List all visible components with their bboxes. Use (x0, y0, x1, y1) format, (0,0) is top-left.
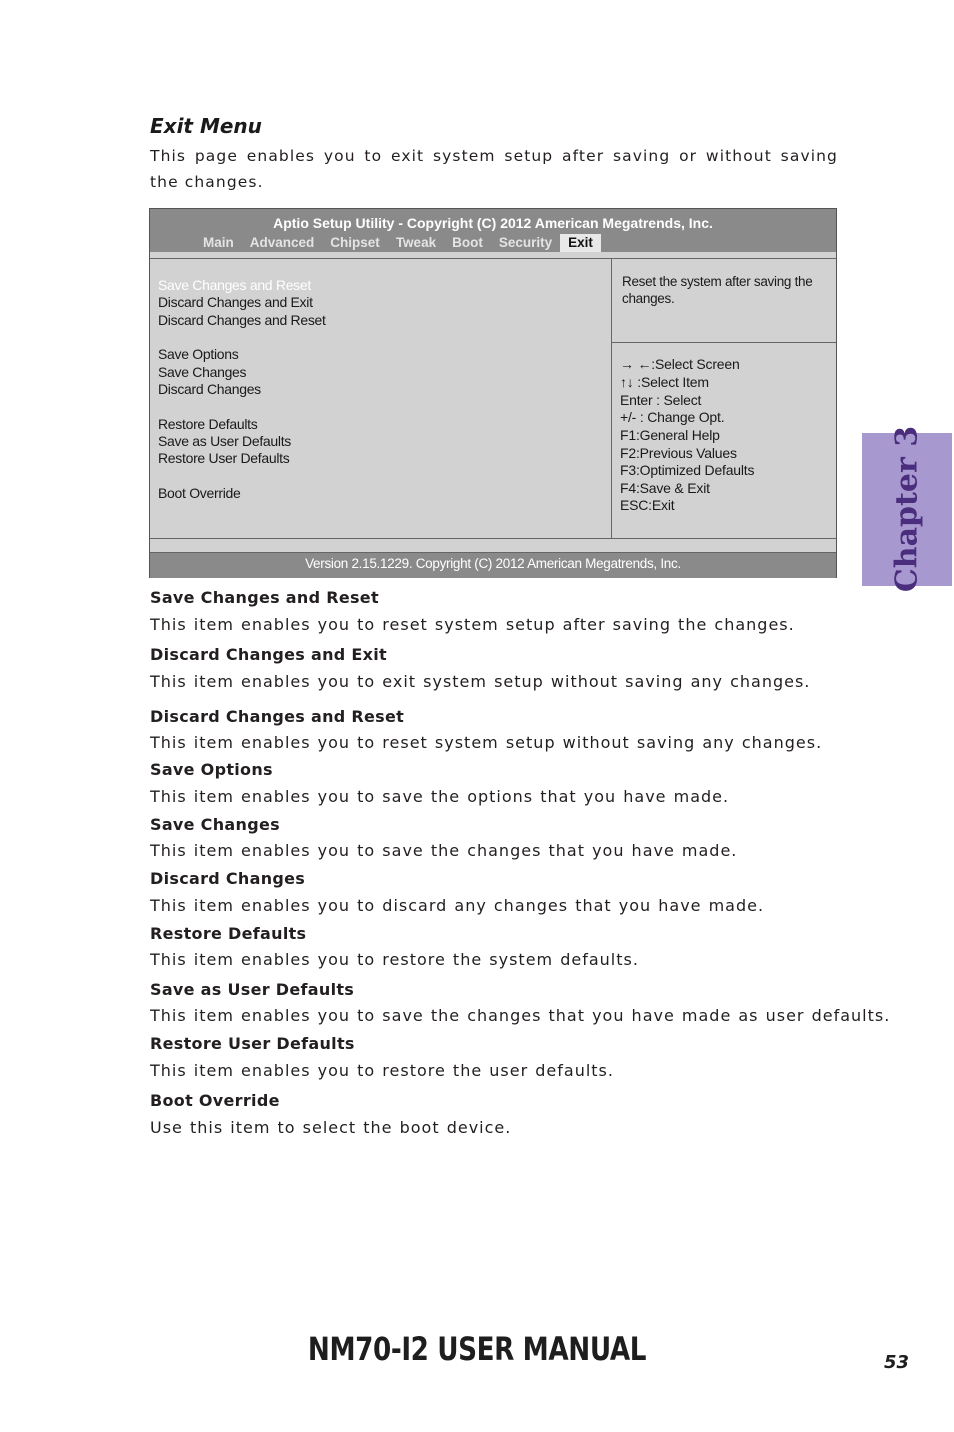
bios-title: Aptio Setup Utility - Copyright (C) 2012 American Megatrends, Inc. (273, 215, 713, 231)
desc-text-save-changes: This item enables you to save the changes that you have made. (150, 841, 738, 860)
key-optimized-defaults: F3:Optimized Defaults (620, 462, 755, 478)
desc-text-boot-override: Use this item to select the boot device. (150, 1118, 512, 1137)
key-save-exit: F4:Save & Exit (620, 480, 710, 496)
menu-item-restore-user-defaults[interactable]: Restore User Defaults (158, 450, 290, 466)
menu-item-save-options[interactable]: Save Options (158, 346, 239, 362)
bios-tab-bar (195, 234, 601, 252)
tab-tweak[interactable]: Tweak (395, 235, 437, 250)
bios-menu-panel (150, 258, 612, 538)
chapter-label: Chapter 3 (889, 425, 925, 593)
bios-header (150, 209, 836, 252)
desc-text-restore-user-defaults: This item enables you to restore the user defaults. (150, 1061, 614, 1080)
menu-item-discard-changes-and-exit[interactable]: Discard Changes and Exit (158, 294, 313, 310)
key-select-item: ↑↓ :Select Item (620, 374, 709, 390)
tab-exit[interactable]: Exit (560, 234, 601, 252)
tab-main[interactable]: Main (203, 235, 234, 250)
key-select-screen: → ←:Select Screen (620, 356, 740, 372)
tab-advanced[interactable]: Advanced (249, 235, 315, 250)
desc-text-save-as-user-defaults: This item enables you to save the changes that you have made as user defaults. (150, 1006, 891, 1025)
bios-key-legend (612, 343, 836, 538)
desc-title-discard-changes-and-exit: Discard Changes and Exit (150, 645, 387, 664)
menu-item-restore-defaults[interactable]: Restore Defaults (158, 416, 258, 432)
key-previous-values: F2:Previous Values (620, 445, 737, 461)
desc-title-restore-user-defaults: Restore User Defaults (150, 1034, 355, 1053)
bios-footer (150, 552, 836, 578)
desc-title-save-options: Save Options (150, 760, 273, 779)
section-title: Exit Menu (150, 114, 262, 138)
menu-item-save-changes-and-reset[interactable]: Save Changes and Reset (158, 277, 311, 293)
desc-title-save-changes-and-reset: Save Changes and Reset (150, 588, 379, 607)
desc-title-discard-changes-and-reset: Discard Changes and Reset (150, 707, 405, 726)
tab-chipset[interactable]: Chipset (330, 235, 380, 250)
menu-item-discard-changes-and-reset[interactable]: Discard Changes and Reset (158, 312, 326, 328)
desc-title-boot-override: Boot Override (150, 1091, 280, 1110)
bios-help-panel (612, 258, 836, 343)
desc-title-restore-defaults: Restore Defaults (150, 924, 307, 943)
menu-item-save-changes[interactable]: Save Changes (158, 364, 247, 380)
desc-title-save-as-user-defaults: Save as User Defaults (150, 980, 355, 999)
page-number: 53 (884, 1352, 910, 1373)
tab-security[interactable]: Security (498, 235, 553, 250)
key-general-help: F1:General Help (620, 427, 720, 443)
menu-item-save-as-user-defaults[interactable]: Save as User Defaults (158, 433, 291, 449)
key-esc-exit: ESC:Exit (620, 497, 675, 513)
bios-divider (150, 538, 836, 539)
desc-title-discard-changes: Discard Changes (150, 869, 306, 888)
desc-text-save-options: This item enables you to save the options that you have made. (150, 787, 730, 806)
desc-text-discard-changes-and-reset: This item enables you to reset system setup without saving any changes. (150, 733, 823, 752)
section-intro: This page enables you to exit system setup after saving or without saving the changes. (150, 147, 838, 191)
menu-item-boot-override[interactable]: Boot Override (158, 485, 241, 501)
bios-screen (149, 208, 837, 578)
desc-text-restore-defaults: This item enables you to restore the system defaults. (150, 950, 639, 969)
desc-text-discard-changes-and-exit: This item enables you to exit system setup without saving any changes. (150, 672, 811, 691)
menu-item-discard-changes[interactable]: Discard Changes (158, 381, 261, 397)
desc-text-save-changes-and-reset: This item enables you to reset system setup after saving the changes. (150, 615, 795, 634)
bios-help-text: Reset the system after saving the changes. (622, 274, 813, 306)
key-enter-select: Enter : Select (620, 392, 702, 408)
manual-title: NM70-I2 USER MANUAL (307, 1330, 647, 1368)
chapter-tab (862, 425, 952, 593)
tab-boot[interactable]: Boot (452, 235, 483, 250)
key-change-opt: +/- : Change Opt. (620, 409, 725, 425)
bios-version-text: Version 2.15.1229. Copyright (C) 2012 American Megatrends, Inc. (305, 556, 681, 571)
desc-text-discard-changes: This item enables you to discard any changes that you have made. (150, 896, 765, 915)
desc-title-save-changes: Save Changes (150, 815, 280, 834)
